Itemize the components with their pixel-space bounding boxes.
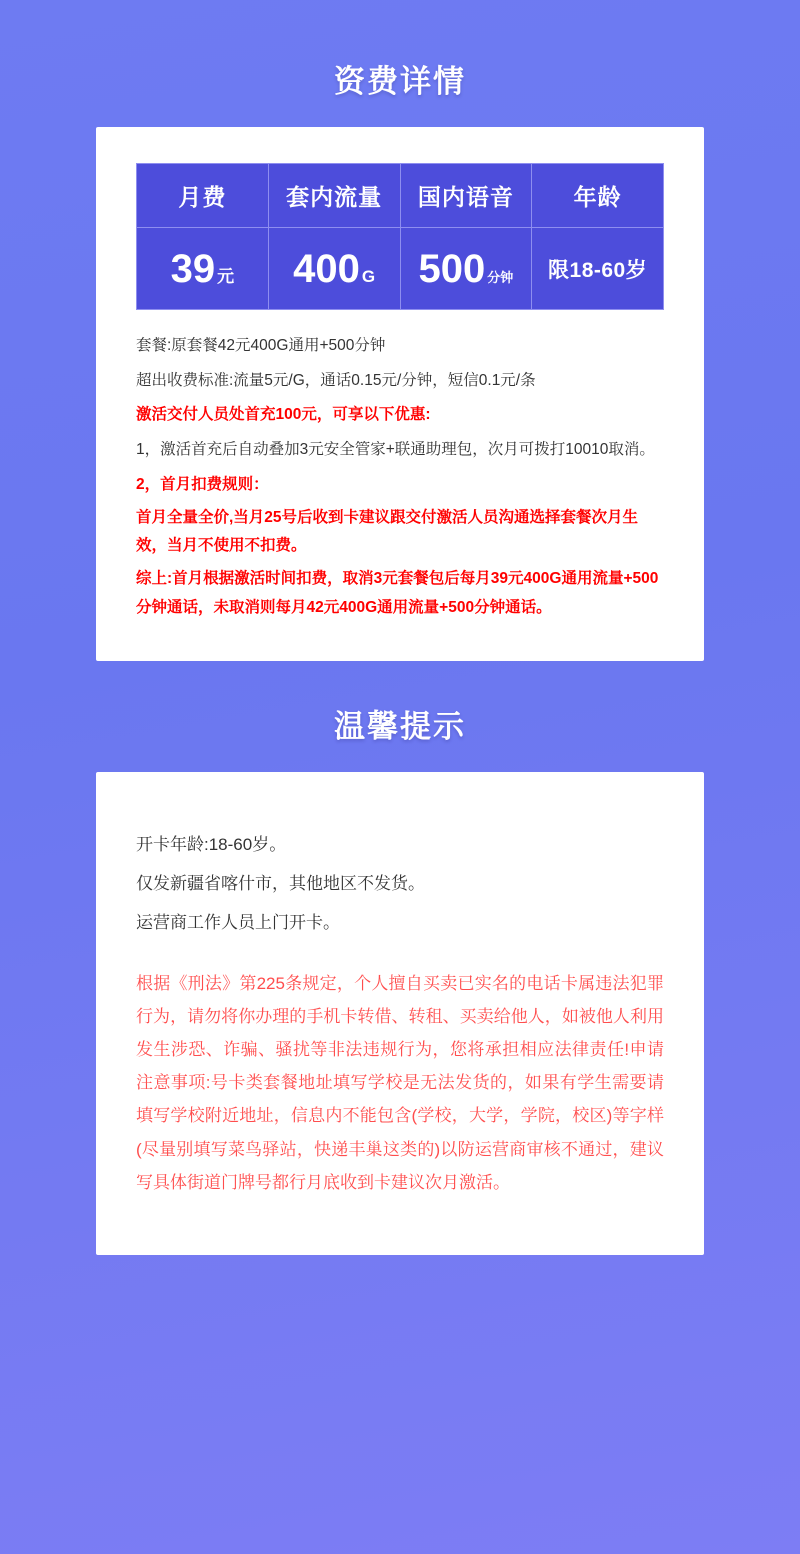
value-monthly-fee: [137, 228, 269, 310]
header-data-allowance: 套内流量: [268, 164, 400, 228]
header-age-limit: 年龄: [532, 164, 664, 228]
monthly-fee-unit: 元: [217, 266, 235, 286]
tips-line-shipping: 仅发新疆省喀什市，其他地区不发货。: [136, 873, 425, 893]
age-limit-text: 限18-60岁: [548, 258, 648, 282]
value-age-limit: [532, 228, 664, 310]
value-voice-minutes: [400, 228, 532, 310]
table-value-row: [137, 228, 664, 310]
voice-minutes-unit: 分钟: [487, 269, 514, 285]
data-allowance-number: 400: [293, 246, 360, 291]
fee-details-card: [96, 127, 704, 661]
tips-card: [96, 772, 704, 1255]
fee-line-package: 套餐:原套餐42元400G通用+500分钟: [136, 337, 386, 354]
plan-spec-table: [136, 163, 664, 310]
fee-line-first-month-rule: 首月全量全价,当月25号后收到卡建议跟交付激活人员沟通选择套餐次月生效，当月不使用不扣费。: [136, 508, 639, 555]
voice-minutes-number: 500: [418, 246, 486, 291]
fee-section-title: 资费详情: [334, 64, 466, 99]
fee-line-overage: 超出收费标准:流量5元/G，通话0.15元/分钟，短信0.1元/条: [136, 371, 536, 389]
tips-line-delivery: 运营商工作人员上门开卡。: [136, 912, 340, 932]
fee-line-summary: 综上:首月根据激活时间扣费，取消3元套餐包后每月39元400G通用流量+500分钟通话，未取消则每月42元400G通用流量+500分钟通话。: [136, 570, 659, 616]
fee-line-item-2-title: 2，首月扣费规则：: [136, 476, 269, 494]
monthly-fee-number: 39: [170, 246, 216, 291]
table-header-row: [137, 164, 664, 228]
value-data-allowance: [268, 228, 400, 310]
fee-line-activation-bonus: 激活交付人员处首充100元，可享以下优惠:: [136, 406, 431, 424]
fee-line-item-1: 1，激活首充后自动叠加3元安全管家+联通助理包，次月可拨打10010取消。: [136, 441, 655, 459]
data-allowance-unit: G: [361, 266, 376, 286]
fee-description-block: [136, 310, 664, 623]
tips-section-title: 温馨提示: [334, 708, 466, 744]
header-monthly-fee: 月费: [137, 164, 269, 228]
tips-legal-warning: 根据《刑法》第225条规定，个人擅自买卖已实名的电话卡属违法犯罪行为，请勿将你办理的手机卡转借、转租、买卖给他人，如被他人利用发生涉恐、诈骗、骚扰等非法违规行为，您将承担相应法律责任!申请注意事项:号卡类套餐地址填写学校是无法发货的，如果有学生需要请填写学校附近地址，信息内不能包含(学校，大学，学院，校区)等字样(尽量别填写菜鸟驿站，快递丰巢这类的)以防运营商审核不通过，建议写具体街道门牌号都行月底收到卡建议次月激活。: [136, 973, 664, 1192]
tips-line-age: 开卡年龄:18-60岁。: [136, 834, 287, 854]
tips-content: [136, 828, 664, 1199]
header-voice-minutes: 国内语音: [400, 164, 532, 228]
tips-spacer: [136, 945, 664, 967]
